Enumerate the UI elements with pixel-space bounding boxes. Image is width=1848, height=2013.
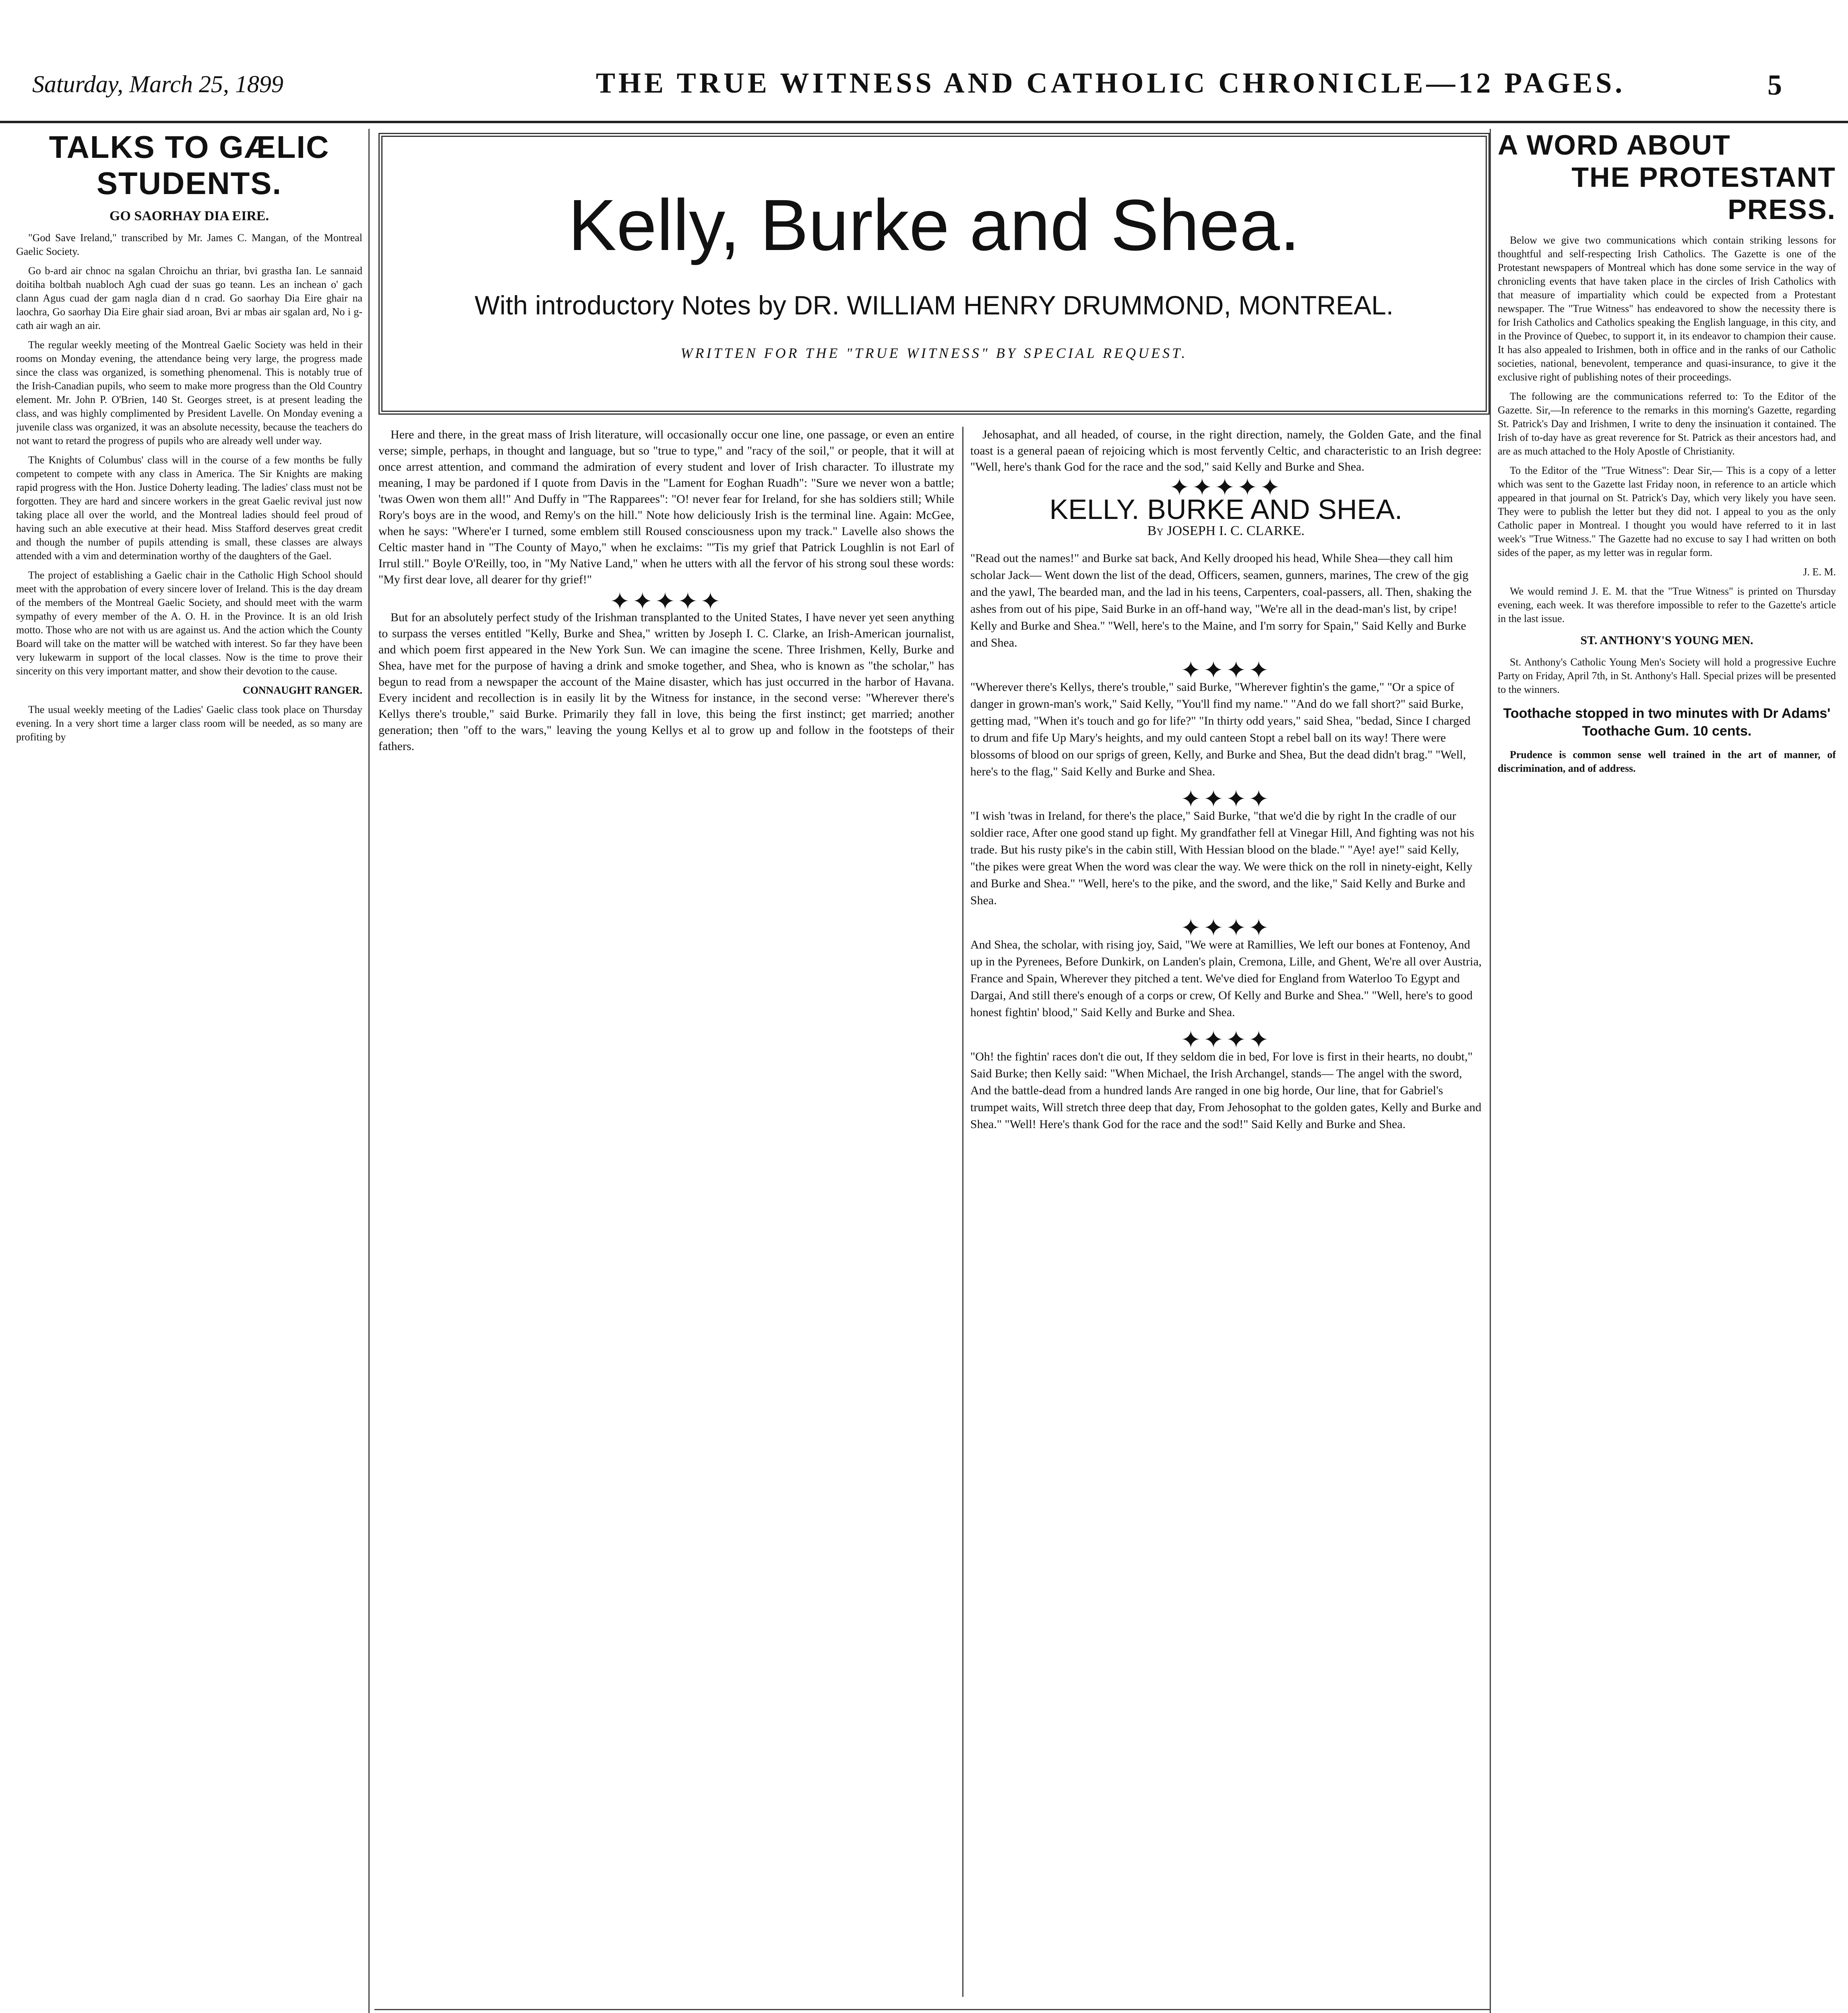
poem-author: By JOSEPH I. C. CLARKE. (1147, 523, 1305, 538)
masthead (0, 0, 1848, 123)
society-headline: ST. ANTHONY'S YOUNG MEN. (1580, 634, 1753, 647)
poem-stanza: "Wherever there's Kellys, there's trouble," said Burke, "Wherever fightin's the game," "Or a spice of danger in grown-man's work," Said Kelly, "You'll find my name." "And do we fall short?" said Burke, getting mad, "When it's touch and go for life?" "In thirty odd years," said Shea, "bedad, Since I charged to drum and fife Up Mary's heights, and my ould canteen Stopt a rebel ball on its way! There were blossoms of blood on our sprigs of green, Kelly, and Burke and Shea, But the dead didn't brag." "Well, here's to the flag," Said Kelly and Burke and Shea. (970, 680, 1471, 778)
left-text-3: The Knights of Columbus' class will in the course of a few months be fully competent to compete with any class in America. The Sir Knights are making rapid progress with the Hon. Justice Doherty leading. The ladies' class must not be forgotten. They are hard and sincere workers in the great Gaelic revival just now taking place all over the world, and the Montreal ladies should feel proud of having such an able executive at their head. Miss Stafford deserves great credit and though the number of pupils attending is small, these classes are always attended with a vim and determination worthy of the daughters of the Gael. (16, 454, 362, 562)
poem-stanza: "Oh! the fightin' races don't die out, If they seldom die in bed, For love is first in their hearts, no doubt," Said Burke; then Kelly said: "When Michael, the Irish Archangel, stands— The angel with the sword, And the battle-dead from a hundred lands Are ranged in one big horde, Our line, that for Gabriel's trumpet waits, Will stretch three deep that day, From Jehosophat to the golden gates, Kelly and Burke and Shea." "Well! Here's thank God for the race and the sod!" Said Kelly and Burke and Shea. (970, 1050, 1482, 1131)
feature-intro-col2: Jehosaphat, and all headed, of course, in the right direction, namely, the Golden Gate, and the final toast is a general paean of rejoicing which is most fervently Celtic, and characteristic to an Irish degree: "Well, here's thank God for the race and the sod," said Kelly and Burke and Shea. (970, 428, 1482, 473)
right-text-4: We would remind J. E. M. that the "True Witness" is printed on Thursday evening, each week. It was therefore impossible to refer to the Gazette's article in the last issue. (1498, 585, 1836, 624)
prudence-note: Prudence is common sense well trained in the art of manner, of discrimination, and of address. (1498, 749, 1836, 774)
newspaper-title: THE TRUE WITNESS AND CATHOLIC CHRONICLE—12 PAGES. (596, 67, 1626, 99)
issue-date: Saturday, March 25, 1899 (32, 71, 283, 97)
column-rule (368, 129, 370, 2013)
column-rule (1490, 129, 1491, 2013)
poem-stanza: "I wish 'twas in Ireland, for there's the place," Said Burke, "that we'd die by right In the cradle of our soldier race, After one good stand up fight. My grandfather fell at Vinegar Hill, And fighting was not his trade. But his rusty pike's in the cabin still, With Hessian blood on the blade." "Aye! aye!" said Kelly, "the pikes were great When the word was clear the way. We were thick on the roll in ninety-eight, Kelly and Burke and Shea." "Well, here's to the pike, and the sword, and the like," Said Kelly and Burke and Shea. (970, 809, 1474, 907)
feature-header-frame (378, 133, 1490, 415)
ornament-divider: ✦✦✦✦ (1180, 657, 1271, 684)
left-text-4: The project of establishing a Gaelic chair in the Catholic High School should meet with the approbation of every sincere lover of Ireland. This is the day dream of the members of the Montreal Gaelic Society, and should meet with the warm sympathy of every member of the A. O. H. in the Province. It is an old Irish motto. Those who are not with us are against us. And the action which the County Board will take on the matter will be watched with interest. So far they have been very lukewarm in support of the local classes. Now is the time to prove their sincerity on this very important matter, and show their devotion to the cause. (16, 569, 362, 677)
left-text-2: The regular weekly meeting of the Montreal Gaelic Society was held in their rooms on Monday evening, the attendance being very large, the progress made since the class was organized, is something phenomenal. This is notably true of the Irish-Canadian pupils, who seem to make more progress than the Old Country element. Mr. John P. O'Brien, 140 St. Georges street, is at present leading the class, and was highly complimented by President Lavelle. On Monday evening a juvenile class was organized, it was an absolute necessity, because the teachers do not want to retard the progress of pupils who are already well under way. (16, 339, 362, 446)
left-headline: TALKS TO GÆLIC STUDENTS. (49, 129, 330, 201)
right-text-2: The following are the communications referred to: To the Editor of the Gazette. Sir,—In reference to the remarks in this morning's Gazette, regarding St. Patrick's Day and Irishmen, I write to deny the insinuation it contained. The Irish of to-day have as great reverence for St. Patrick as their ancestors had, and are as much attached to the Holy Apostle of Christianity. (1498, 391, 1836, 457)
feature-subtitle: With introductory Notes by DR. WILLIAM HENRY DRUMMOND, MONTREAL. (474, 290, 1394, 320)
feature-credit: WRITTEN FOR THE "TRUE WITNESS" BY SPECIAL REQUEST. (680, 345, 1188, 361)
toothache-advertisement: Toothache stopped in two minutes with Dr Adams' Toothache Gum. 10 cents. (1503, 706, 1831, 739)
ornament-divider: ✦✦✦✦ (1180, 915, 1271, 941)
ornament-divider: ✦✦✦✦ (1180, 786, 1271, 812)
society-notice: St. Anthony's Catholic Young Men's Society will hold a progressive Euchre Party on Friday, April 7th, in St. Anthony's Hall. Special prizes will be presented to the winners. (1498, 656, 1836, 695)
ornament-divider: ✦✦✦✦ (1180, 1027, 1271, 1053)
right-text-1: Below we give two communications which contain striking lessons for thoughtful and self-respecting Irish Catholics. The Gazette is one of the Protestant newspapers of Montreal which has done some service in the way of chronicling events that have taken place in the circles of Irish Catholics with that measure of impartiality which could be expected from a Protestant newspaper. The "True Witness" has endeavored to show the necessity there is for Irish Catholics and Catholics speaking the English language, in this city, and in the Province of Quebec, to support it, in its endeavor to champion their cause. It has also appealed to Irishmen, both in office and in the ranks of our Catholic societies, national, benevolent, temperance and quasi-insurance, to give it the exclusive right of publishing notes of their proceedings. (1498, 234, 1836, 383)
column-rule (962, 427, 963, 1997)
right-headline-1: A WORD ABOUT (1498, 129, 1731, 161)
feature-column-2 (970, 427, 1482, 1997)
left-text-1: Go b-ard air chnoc na sgalan Chroichu an thriar, bvi grastha Ian. Le sannaid doitiha boltbah nuabloch Agh cuad der suas go teann. Les an inchean o' gach clann Agus cuad der gam nagla dian d n crad. Go saorhay Dia Eire ghair na laochra, Go saorhay Dia Eire ghair siad aroan, Bvi ar mbas air sgalan ard, No i g-cath air wagh an air. (16, 265, 362, 331)
right-text-3: To the Editor of the "True Witness": Dear Sir,— This is a copy of a letter which was sent to the Gazette last Friday noon, in reference to an article which appeared in that journal on St. Patrick's Day, which very likely you have seen. They were to publish the letter but they did not. I appeal to you as the only Catholic paper in Montreal. I thought you would have referred to it in last week's "True Witness." The Gazette had no excuse to say I had written on both sides of the paper, as my letter was in regular form. (1498, 465, 1836, 558)
ornament-divider: ✦✦✦✦✦ (1169, 474, 1283, 501)
left-column (16, 129, 362, 2013)
feature-intro-1: Here and there, in the great mass of Irish literature, will occasionally occur one line, one passage, or even an entire verse; simple, perhaps, in thought and language, but so "true to type," and "racy of the soil," or people, that it will at once arrest attention, and command the admiration of every student and lover of Irish character. To illustrate my meaning, I may be pardoned if I quote from Davis in the "Lament for Eoghan Ruadh": "Sure we never won a battle; 'twas Owen won them all!" And Duffy in "The Rapparees": "O! never fear for Ireland, for she has soldiers still; While Rory's boys are in the wood, and Remy's on the hill." Note how deliciously Irish is the terminal line. Again: McGee, when he says: "Where'er I turned, some emblem still Roused consciousness upon my track." Lavelle also shows the Celtic master hand in "The County of Mayo," when he exclaims: "'Tis my grief that Patrick Loughlin is not Earl of Irrul still." Boyle O'Reilly, too, in "My Native Land," when he utters with all the fervor of his strong soul these words: "My first dear love, all dearer for thy grief!" (378, 428, 954, 586)
feature-title: Kelly, Burke and Shea. (568, 185, 1300, 266)
feature-intro-2: But for an absolutely perfect study of the Irishman transplanted to the United States, I have never yet seen anything to surpass the verses entitled "Kelly, Burke and Shea," written by Joseph I. C. Clarke, an Irish-American journalist, and which poem first appeared in the New York Sun. We can imagine the scene. Three Irishmen, Kelly, Burke and Shea, have met for the purpose of having a drink and smoke together, and Shea, who is known as "the scholar," has begun to read from a newspaper the account of the Maine disaster, which has just occurred in the harbor of Havana. Every incident and recollection is in easily lit by the Witness for instance, in the second verse: "Wherever there's Kellys there's trouble," said Burke. Primarily they fall in love, this being the first instinct; get married; another generation; then "off to the wars," leaving the young Kellys et al to grow up and follow in the footsteps of their fathers. (378, 611, 954, 753)
ornament-divider: ✦✦✦✦✦ (610, 588, 723, 615)
poem-stanza: And Shea, the scholar, with rising joy, Said, "We were at Ramillies, We left our bones at Fontenoy, And up in the Pyrenees, Before Dunkirk, on Landen's plain, Cremona, Lille, and Ghent, We're all over Austria, France and Spain, Wherever they pitched a tent. We've died for England from Waterloo To Egypt and Dargai, And still there's enough of a corps or crew, Of Kelly and Burke and Shea." "Well, here's to good honest fightin' blood," Said Kelly and Burke and Shea. (970, 938, 1482, 1019)
right-signature: J. E. M. (1803, 566, 1836, 578)
left-intro: "God Save Ireland," transcribed by Mr. James C. Mangan, of the Montreal Gaelic Society. (16, 232, 362, 257)
right-headline-2: THE PROTESTANT PRESS. (1571, 161, 1836, 225)
page-number: 5 (1767, 69, 1782, 101)
feature-column-1 (378, 427, 954, 1997)
poem-title: KELLY. BURKE AND SHEA. (1049, 494, 1403, 525)
left-text-5: The usual weekly meeting of the Ladies' Gaelic class took place on Thursday evening. In a very short time a larger class room will be needed, as so many are profiting by (16, 704, 362, 743)
section-rule (374, 2009, 1490, 2010)
left-subhead: GO SAORHAY DIA EIRE. (109, 209, 269, 223)
poem-stanza: "Read out the names!" and Burke sat back, And Kelly drooped his head, While Shea—they call him scholar Jack— Went down the list of the dead, Officers, seamen, gunners, marines, The crew of the gig and the yawl, The bearded man, and the lad in his teens, Carpenters, coal-passers, all. Then, shaking the ashes from out of his pipe, Said Burke in an off-hand way, "We're all in the dead-man's list, by cripe! Kelly and Burke and Shea." "Well, here's to the Maine, and I'm sorry for Spain," Said Kelly and Burke and Shea. (970, 552, 1472, 649)
left-signature: CONNAUGHT RANGER. (242, 684, 362, 696)
right-column (1498, 129, 1836, 2013)
